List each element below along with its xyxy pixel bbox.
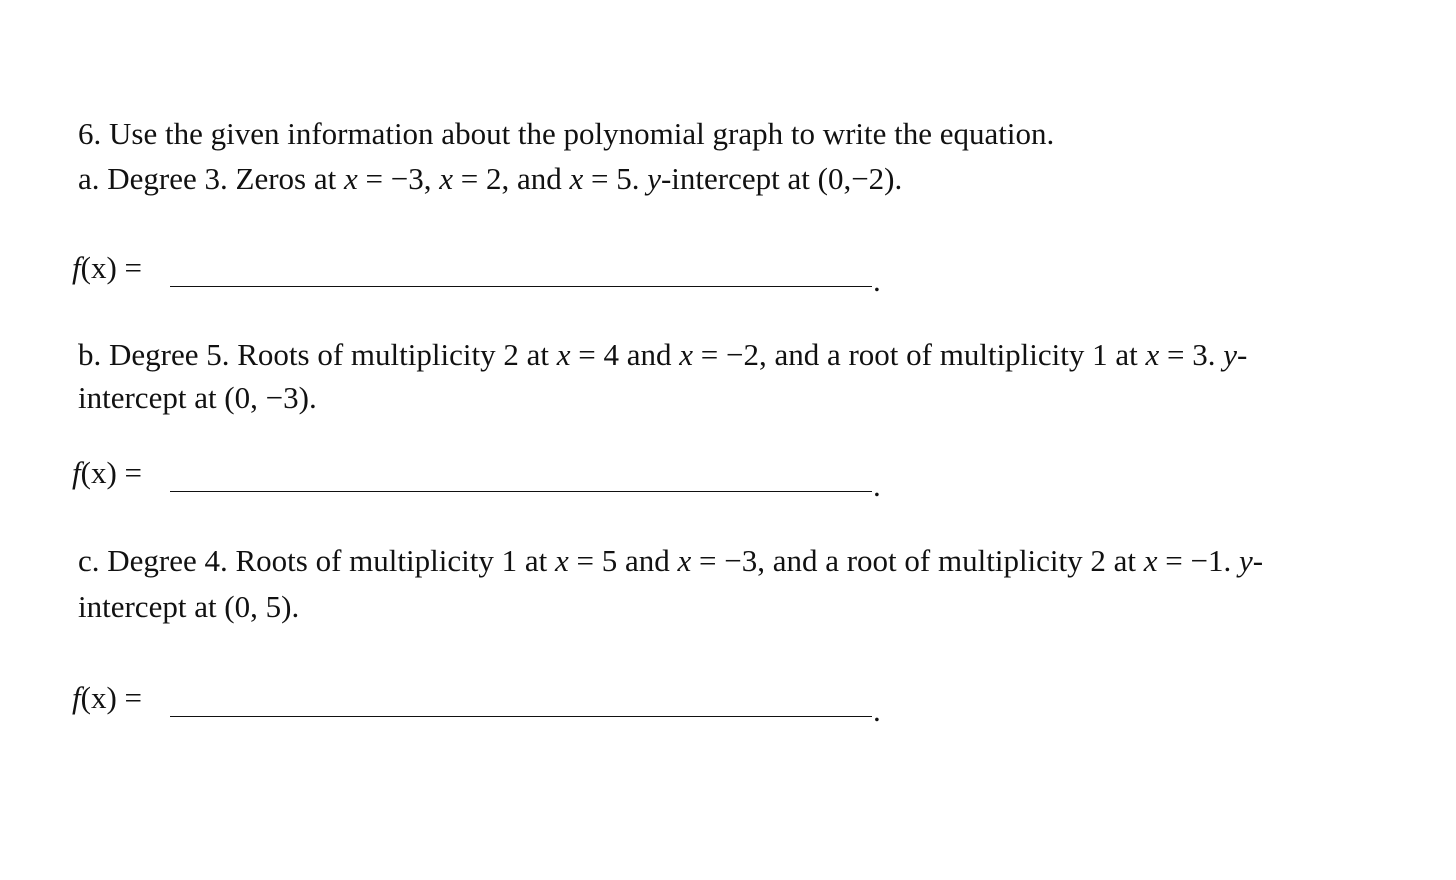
part-c-var: x xyxy=(1143,543,1158,578)
answer-blank-a[interactable] xyxy=(170,286,872,287)
part-a-eq: = 2, and xyxy=(460,161,562,196)
answer-blank-c[interactable] xyxy=(170,716,872,717)
part-a-text: Degree 3. Zeros at xyxy=(107,161,337,196)
part-a-var: x xyxy=(439,161,453,196)
part-c-y-var: y xyxy=(1239,543,1253,578)
part-c-var: x xyxy=(677,543,692,578)
part-a-eq: = 5. xyxy=(590,161,640,196)
part-a-eq: = −3, xyxy=(365,161,432,196)
function-arg: (x) xyxy=(80,250,117,285)
part-a-var: x xyxy=(343,161,358,196)
part-b-answer xyxy=(72,455,892,503)
part-a-answer xyxy=(72,250,892,298)
answer-period: . xyxy=(873,468,881,503)
part-b-eq: = 3. xyxy=(1167,337,1216,372)
part-b-y-var: y xyxy=(1223,337,1238,372)
part-a-letter: a. xyxy=(78,161,100,196)
part-c-text: Degree 4. Roots of multiplicity 1 at xyxy=(107,543,548,578)
problem-instruction-text: Use the given information about the polynomial graph to write the equation. xyxy=(109,116,1055,151)
part-b-eq: = −2, and a root of multiplicity 1 at xyxy=(700,337,1138,372)
function-equals: = xyxy=(124,680,143,715)
part-b-eq: = 4 and xyxy=(578,337,672,372)
answer-blank-b[interactable] xyxy=(170,491,872,492)
part-a-intercept: -intercept at (0,−2). xyxy=(660,161,903,196)
function-equals: = xyxy=(124,250,143,285)
function-arg: (x) xyxy=(80,455,117,490)
part-c-letter: c. xyxy=(78,543,100,578)
part-b-hyphen: - xyxy=(1237,337,1248,372)
part-b-prompt-cont xyxy=(78,380,317,416)
answer-period: . xyxy=(873,693,881,728)
problem-number: 6. xyxy=(78,116,102,151)
part-b-var: x xyxy=(556,337,571,372)
part-b-var: x xyxy=(679,337,693,372)
answer-period: . xyxy=(873,263,881,298)
function-name: f xyxy=(72,680,81,715)
function-label xyxy=(72,680,142,716)
part-c-eq: = −3, and a root of multiplicity 2 at xyxy=(699,543,1137,578)
problem-instruction xyxy=(78,116,1054,152)
part-c-intercept: intercept at (0, 5). xyxy=(78,589,300,624)
function-arg: (x) xyxy=(80,680,117,715)
part-c-eq: = 5 and xyxy=(576,543,670,578)
part-a-var: x xyxy=(569,161,584,196)
function-equals: = xyxy=(124,455,143,490)
function-name: f xyxy=(72,250,81,285)
function-label xyxy=(72,455,142,491)
part-c-var: x xyxy=(554,543,569,578)
part-a-prompt xyxy=(78,161,902,197)
part-b-prompt xyxy=(78,337,1247,373)
part-c-eq: = −1. xyxy=(1165,543,1232,578)
function-label xyxy=(72,250,142,286)
part-b-text: Degree 5. Roots of multiplicity 2 at xyxy=(109,337,549,372)
part-b-var: x xyxy=(1145,337,1160,372)
part-b-letter: b. xyxy=(78,337,102,372)
part-a-y-var: y xyxy=(647,161,661,196)
part-b-intercept: intercept at (0, −3). xyxy=(78,380,317,415)
part-c-hyphen: - xyxy=(1252,543,1264,578)
part-c-prompt-cont xyxy=(78,589,299,625)
part-c-answer xyxy=(72,680,892,728)
part-c-prompt xyxy=(78,543,1263,579)
function-name: f xyxy=(72,455,81,490)
